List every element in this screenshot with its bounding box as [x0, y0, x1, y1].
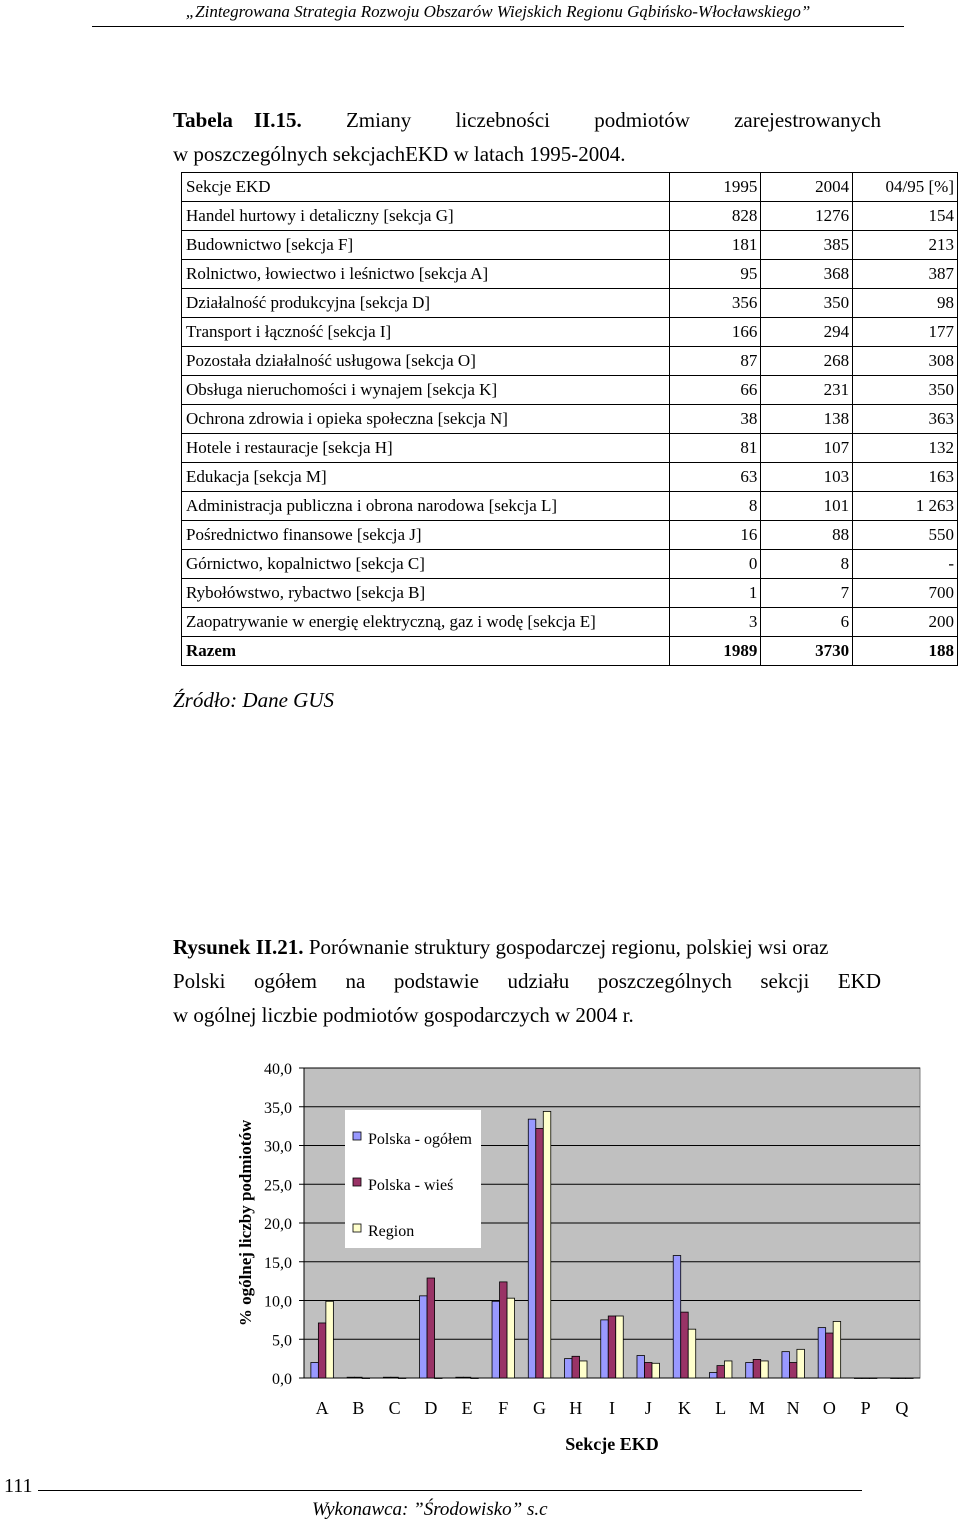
x-axis-label: Sekcje EKD — [565, 1434, 659, 1454]
caption-word: zarejestrowanych — [734, 108, 881, 132]
bar — [906, 1378, 914, 1379]
table-caption — [173, 103, 881, 171]
table-row — [182, 376, 958, 405]
bar — [782, 1352, 790, 1378]
table-cell: 166 — [669, 318, 761, 347]
table-label: Tabela II.15. — [173, 108, 302, 132]
column-header: 2004 — [761, 173, 853, 202]
data-table — [181, 172, 958, 666]
table-cell: Hotele i restauracje [sekcja H] — [182, 434, 670, 463]
table-cell: 88 — [761, 521, 853, 550]
table-cell: 63 — [669, 463, 761, 492]
table-cell: Rolnictwo, łowiectwo i leśnictwo [sekcja A] — [182, 260, 670, 289]
bar — [326, 1301, 334, 1378]
table-cell: 163 — [853, 463, 958, 492]
legend-label: Polska - ogółem — [368, 1131, 472, 1148]
bar — [492, 1301, 500, 1378]
y-tick-label: 5,0 — [272, 1332, 292, 1350]
bar — [898, 1378, 906, 1379]
table-row — [182, 579, 958, 608]
table-row — [182, 260, 958, 289]
table-cell: Ochrona zdrowia i opieka społeczna [sekcja N] — [182, 405, 670, 434]
total-cell: 1989 — [669, 637, 761, 666]
table-row — [182, 434, 958, 463]
table-cell: 213 — [853, 231, 958, 260]
caption-word: Zmiany — [345, 108, 412, 132]
y-tick-label: 30,0 — [264, 1138, 292, 1156]
table-cell: 350 — [853, 376, 958, 405]
table-row — [182, 318, 958, 347]
x-tick-label: M — [748, 1398, 765, 1418]
table-row — [182, 347, 958, 376]
bar — [398, 1378, 406, 1379]
table-cell: 385 — [761, 231, 853, 260]
bar — [435, 1378, 443, 1379]
bar — [463, 1377, 471, 1378]
table-cell: 16 — [669, 521, 761, 550]
table-cell: 550 — [853, 521, 958, 550]
footer-text: Wykonawca: ”Środowisko” s.c — [312, 1499, 548, 1520]
table-cell: 154 — [853, 202, 958, 231]
table-cell: 0 — [669, 550, 761, 579]
bar-chart — [0, 1050, 960, 1460]
bar — [862, 1378, 870, 1379]
y-tick-label: 15,0 — [264, 1254, 292, 1272]
figure-caption-line3: w ogólnej liczbie podmiotów gospodarczych w 2004 r. — [173, 1003, 634, 1027]
bar — [761, 1361, 769, 1378]
caption-word: udziału — [507, 969, 570, 993]
x-tick-label: I — [609, 1398, 615, 1418]
table-cell: 200 — [853, 608, 958, 637]
table-cell: 3 — [669, 608, 761, 637]
table-caption-line2: w poszczególnych sekcjachEKD w latach 1995-2004. — [173, 142, 626, 166]
table-header-row — [182, 173, 958, 202]
table-cell: 363 — [853, 405, 958, 434]
table-cell: 294 — [761, 318, 853, 347]
table-cell: Zaopatrywanie w energię elektryczną, gaz i wodę [sekcja E] — [182, 608, 670, 637]
legend-swatch — [353, 1178, 361, 1186]
y-tick-label: 35,0 — [264, 1099, 292, 1117]
table-cell: Handel hurtowy i detaliczny [sekcja G] — [182, 202, 670, 231]
table-row — [182, 231, 958, 260]
bar — [347, 1377, 355, 1378]
bar — [818, 1328, 826, 1378]
column-header: 04/95 [%] — [853, 173, 958, 202]
table-cell: 103 — [761, 463, 853, 492]
bar — [724, 1361, 732, 1378]
bar — [572, 1356, 580, 1378]
bar — [507, 1298, 515, 1378]
bar — [580, 1361, 588, 1378]
table-cell: 8 — [669, 492, 761, 521]
table-cell: 700 — [853, 579, 958, 608]
caption-word: ogółem — [254, 969, 318, 993]
legend-label: Region — [368, 1223, 415, 1240]
table-row — [182, 492, 958, 521]
bar — [528, 1119, 536, 1378]
x-tick-label: L — [715, 1398, 727, 1418]
x-tick-label: O — [822, 1398, 836, 1418]
table-cell: Rybołówstwo, rybactwo [sekcja B] — [182, 579, 670, 608]
table-row — [182, 521, 958, 550]
bar — [688, 1329, 696, 1378]
table-cell: 268 — [761, 347, 853, 376]
y-tick-label: 40,0 — [264, 1061, 292, 1078]
bar — [391, 1377, 399, 1378]
table-cell: 7 — [761, 579, 853, 608]
column-header: 1995 — [669, 173, 761, 202]
x-tick-label: E — [461, 1398, 473, 1418]
x-tick-label: H — [569, 1398, 583, 1418]
bar — [500, 1282, 508, 1378]
table-cell: 107 — [761, 434, 853, 463]
bar — [355, 1377, 363, 1378]
table-cell: Administracja publiczna i obrona narodowa [sekcja L] — [182, 492, 670, 521]
x-tick-label: Q — [895, 1398, 909, 1418]
table-cell: Górnictwo, kopalnictwo [sekcja C] — [182, 550, 670, 579]
table-cell: 828 — [669, 202, 761, 231]
legend-label: Polska - wieś — [368, 1177, 454, 1194]
table-cell: 1 263 — [853, 492, 958, 521]
bar — [833, 1321, 841, 1378]
bar — [362, 1378, 370, 1379]
table-cell: 181 — [669, 231, 761, 260]
footer-divider — [38, 1490, 862, 1491]
bar — [789, 1363, 797, 1379]
x-tick-label: A — [315, 1398, 329, 1418]
table-row — [182, 608, 958, 637]
bar — [854, 1378, 862, 1379]
table-cell: 38 — [669, 405, 761, 434]
bar — [753, 1359, 761, 1378]
table-cell: Budownictwo [sekcja F] — [182, 231, 670, 260]
x-tick-label: N — [786, 1398, 800, 1418]
caption-word: EKD — [837, 969, 881, 993]
bar — [420, 1296, 428, 1378]
table-cell: 101 — [761, 492, 853, 521]
bar — [652, 1363, 660, 1378]
bar — [536, 1128, 544, 1378]
table-cell: 1276 — [761, 202, 853, 231]
x-tick-label: G — [533, 1398, 547, 1418]
x-tick-label: D — [424, 1398, 438, 1418]
table-cell: 132 — [853, 434, 958, 463]
x-tick-label: F — [498, 1398, 509, 1418]
legend-swatch — [353, 1132, 361, 1140]
table-cell: 98 — [853, 289, 958, 318]
caption-word: poszczególnych — [597, 969, 732, 993]
legend-swatch — [353, 1224, 361, 1232]
table-cell: 6 — [761, 608, 853, 637]
table-cell: 308 — [853, 347, 958, 376]
table-cell: 81 — [669, 434, 761, 463]
caption-word: podstawie — [393, 969, 479, 993]
table-cell: - — [853, 550, 958, 579]
table-cell: 356 — [669, 289, 761, 318]
total-cell: 3730 — [761, 637, 853, 666]
table-cell: Pozostała działalność usługowa [sekcja O] — [182, 347, 670, 376]
bar — [471, 1378, 479, 1379]
bar — [717, 1366, 725, 1378]
table-row — [182, 289, 958, 318]
bar — [709, 1373, 717, 1378]
table-cell: 138 — [761, 405, 853, 434]
y-tick-label: 0,0 — [272, 1371, 292, 1388]
table-cell: 368 — [761, 260, 853, 289]
bar — [311, 1363, 319, 1379]
table-cell: Transport i łączność [sekcja I] — [182, 318, 670, 347]
y-axis-label: % ogólnej liczby podmiotów — [236, 1119, 255, 1327]
figure-caption — [173, 930, 881, 1032]
running-header: „Zintegrowana Strategia Rozwoju Obszarów Wiejskich Regionu Gąbińsko-Włocławskiego” — [92, 2, 904, 27]
table-cell: Działalność produkcyjna [sekcja D] — [182, 289, 670, 318]
table-cell: 231 — [761, 376, 853, 405]
x-tick-label: K — [677, 1398, 691, 1418]
bar — [616, 1316, 624, 1378]
table-row — [182, 202, 958, 231]
bar — [891, 1378, 899, 1379]
figure-caption-line1: Rysunek II.21. Porównanie struktury gospodarczej regionu, polskiej wsi oraz — [173, 935, 829, 959]
table-cell: Pośrednictwo finansowe [sekcja J] — [182, 521, 670, 550]
column-header: Sekcje EKD — [182, 173, 670, 202]
table-cell: 387 — [853, 260, 958, 289]
bar — [797, 1349, 805, 1378]
table-cell: Obsługa nieruchomości i wynajem [sekcja K] — [182, 376, 670, 405]
table-cell: 8 — [761, 550, 853, 579]
caption-word: na — [345, 969, 366, 993]
total-cell: 188 — [853, 637, 958, 666]
source-note: Źródło: Dane GUS — [173, 688, 334, 712]
caption-word: Polski — [173, 969, 226, 993]
bar — [644, 1363, 652, 1379]
x-tick-label: J — [644, 1398, 652, 1418]
table-row — [182, 550, 958, 579]
bar — [746, 1363, 754, 1379]
figure-caption-line2 — [173, 964, 881, 998]
bar — [826, 1333, 834, 1378]
bar — [318, 1323, 326, 1378]
caption-word: sekcji — [760, 969, 810, 993]
bar — [601, 1320, 609, 1378]
bar — [608, 1316, 616, 1378]
bar — [383, 1377, 391, 1378]
bar — [681, 1312, 689, 1378]
table-cell: 177 — [853, 318, 958, 347]
x-tick-label: C — [388, 1398, 401, 1418]
bar — [543, 1111, 551, 1378]
table-cell: 1 — [669, 579, 761, 608]
bar — [673, 1256, 681, 1378]
x-tick-label: B — [352, 1398, 365, 1418]
table-cell: 87 — [669, 347, 761, 376]
caption-word: liczebności — [455, 108, 550, 132]
y-tick-label: 10,0 — [264, 1293, 292, 1311]
table-cell: 66 — [669, 376, 761, 405]
bar — [565, 1359, 573, 1378]
x-tick-label: P — [860, 1398, 871, 1418]
bar — [456, 1377, 464, 1378]
bar — [869, 1378, 877, 1379]
table-cell: Edukacja [sekcja M] — [182, 463, 670, 492]
page-number: 111 — [4, 1475, 33, 1497]
caption-word: podmiotów — [594, 108, 690, 132]
table-row — [182, 463, 958, 492]
table-cell: 350 — [761, 289, 853, 318]
y-tick-label: 20,0 — [264, 1216, 292, 1233]
table-total-row — [182, 637, 958, 666]
table-cell: 95 — [669, 260, 761, 289]
total-cell: Razem — [182, 637, 670, 666]
table-row — [182, 405, 958, 434]
bar — [427, 1278, 435, 1378]
y-tick-label: 25,0 — [264, 1177, 292, 1195]
bar — [637, 1356, 645, 1378]
